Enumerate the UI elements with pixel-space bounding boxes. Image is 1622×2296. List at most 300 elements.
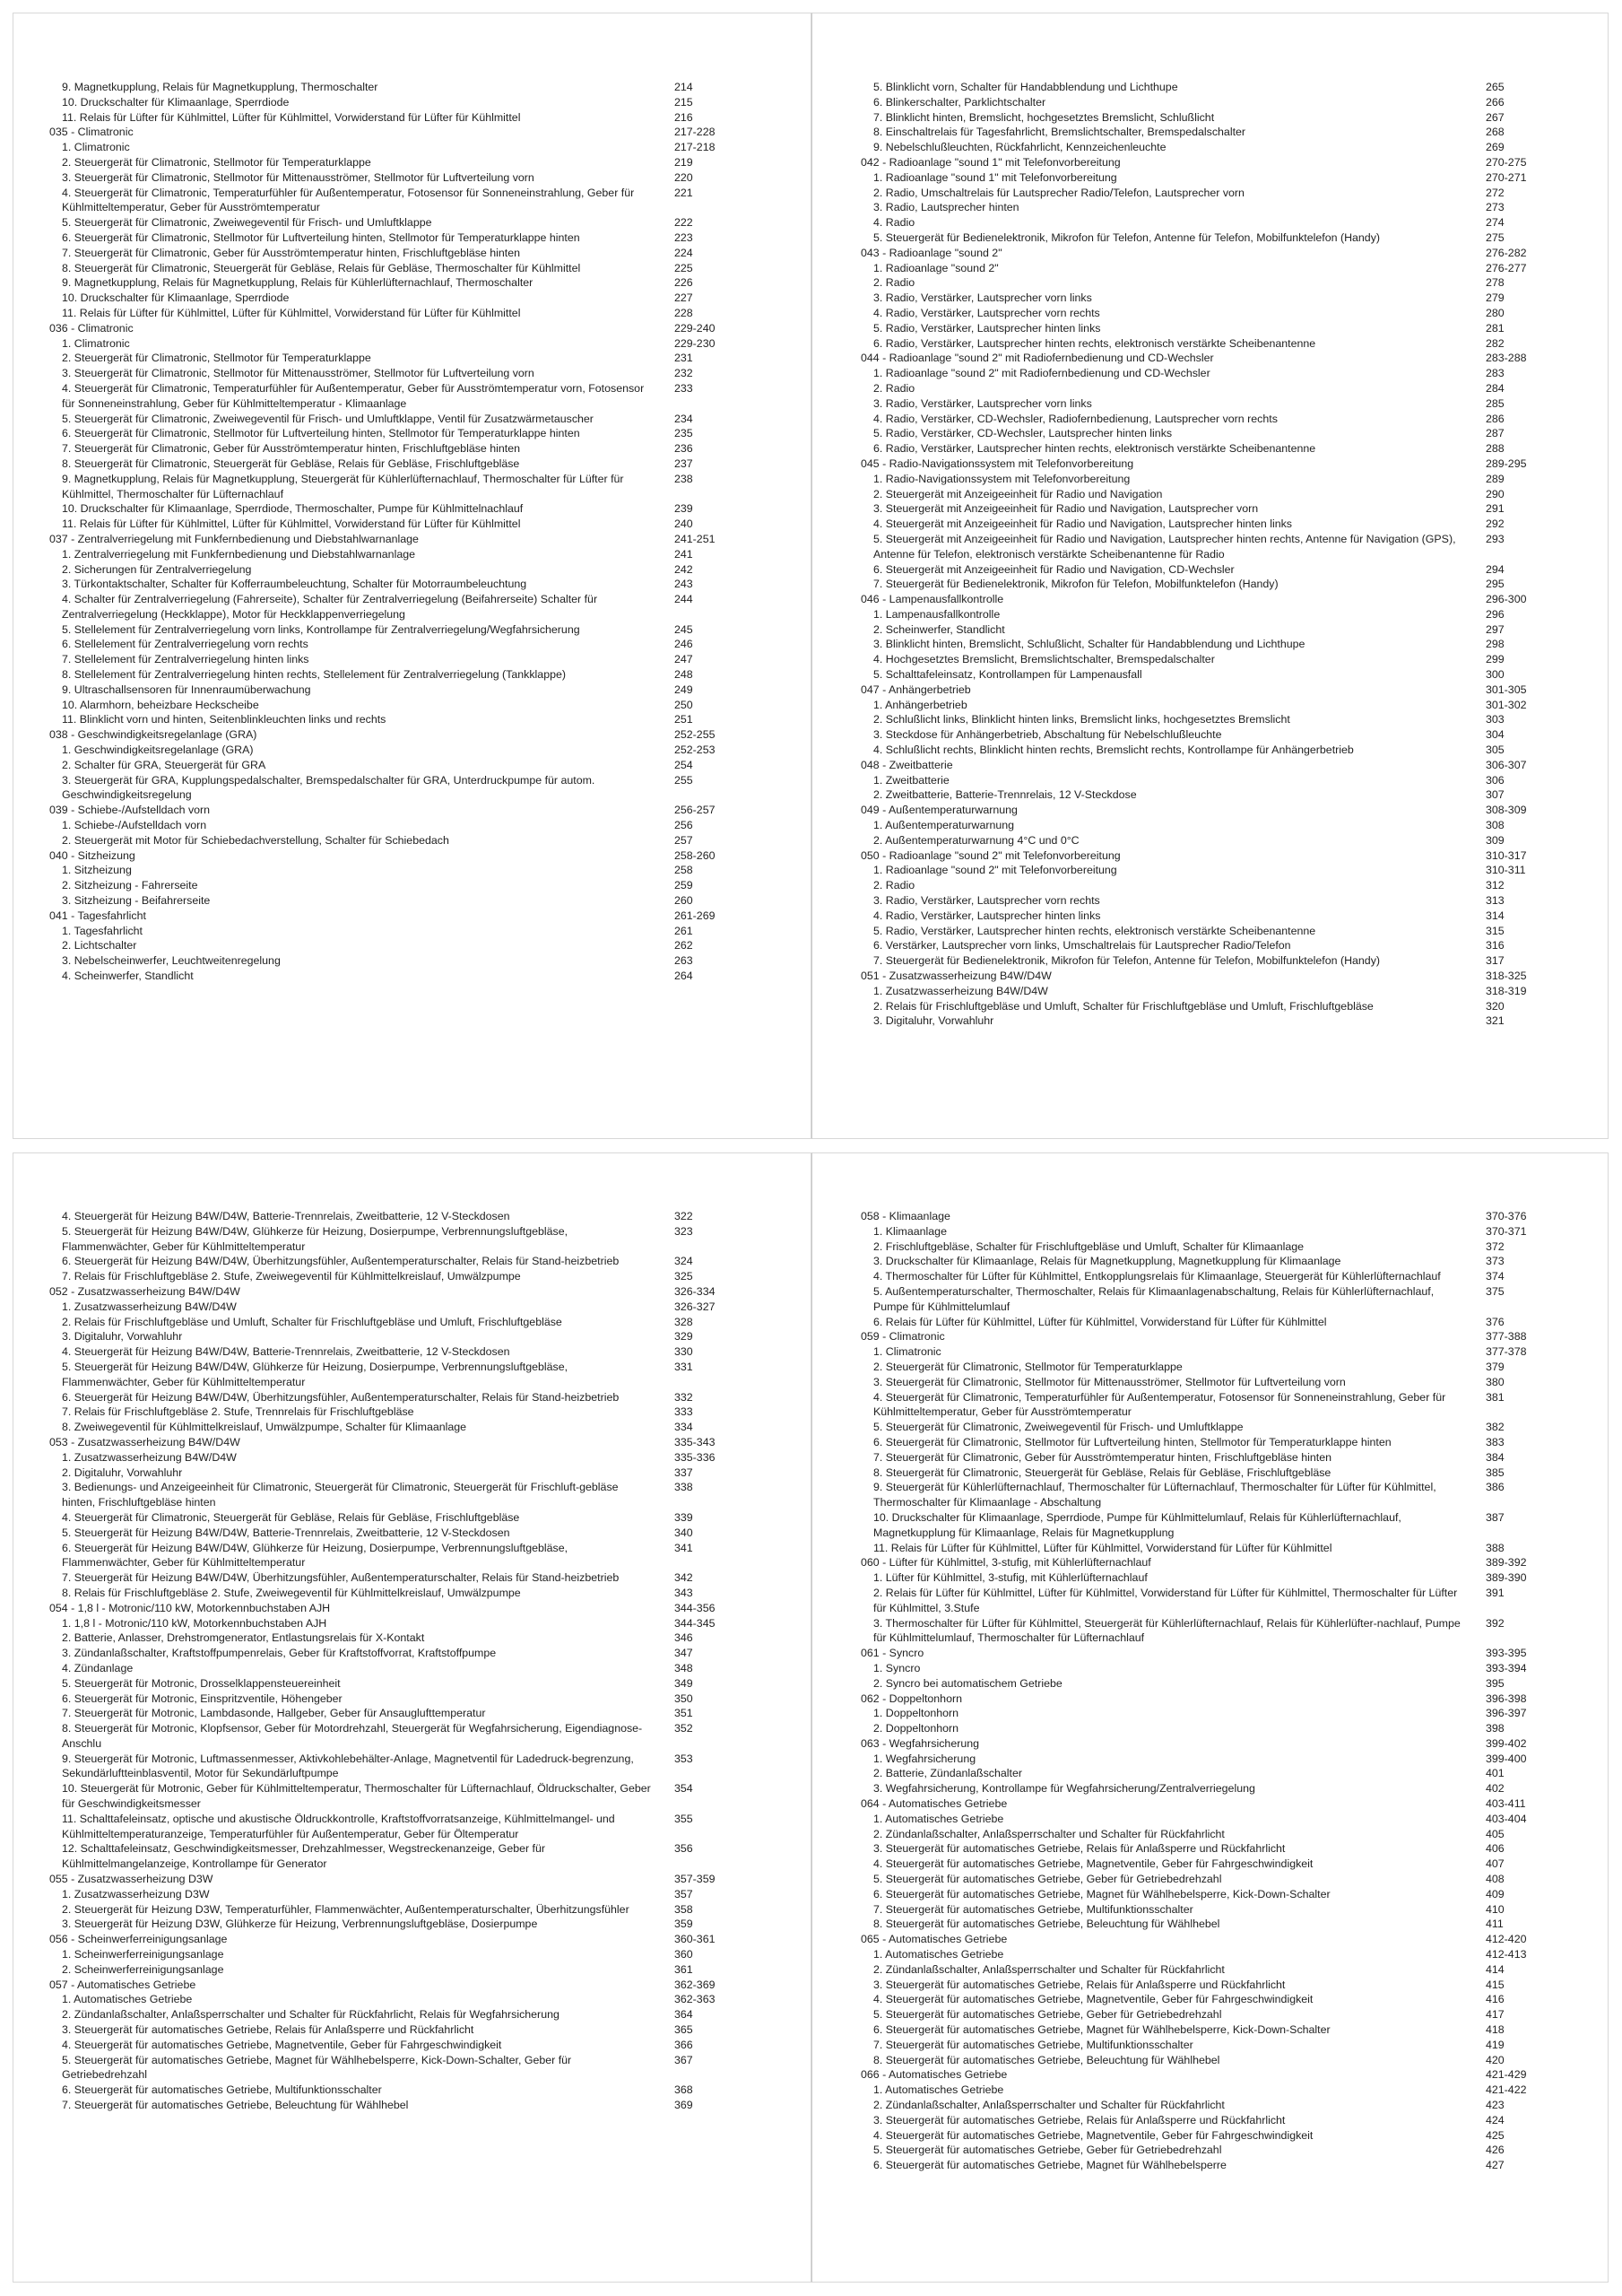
toc-entry-page-number: 333 <box>674 1405 693 1419</box>
toc-entry <box>49 1962 758 1978</box>
toc-entry-page-number: 339 <box>674 1510 693 1524</box>
toc-section-heading <box>49 1932 758 1947</box>
toc-entry <box>861 562 1569 578</box>
toc-entry-page-number: 315 <box>1486 924 1505 937</box>
toc-entry-title: 4. Scheinwerfer, Standlicht <box>62 970 194 983</box>
toc-entry-page-number: 325 <box>674 1270 693 1283</box>
toc-entry-page-number: 264 <box>674 970 693 983</box>
toc-entry-page-number: 301-305 <box>1486 683 1527 696</box>
toc-entry-page-number: 367 <box>674 2053 693 2066</box>
toc-entry-page-number: 331 <box>674 1360 693 1373</box>
toc-entry-title: 2. Batterie, Zündanlaßschalter <box>873 1767 1022 1780</box>
toc-entry <box>861 1992 1569 2007</box>
toc-entry-title: 3. Radio, Verstärker, Lautsprecher vorn links <box>873 396 1092 410</box>
toc-entry <box>49 863 758 878</box>
toc-entry-page-number: 338 <box>674 1481 693 1494</box>
toc-entry-page-number: 287 <box>1486 427 1505 440</box>
toc-entry-page-number: 369 <box>674 2099 693 2112</box>
toc-entry-page-number: 289 <box>1486 472 1505 485</box>
toc-entry <box>861 291 1569 306</box>
toc-entry-title: 3. Steuergerät für automatisches Getriebe, Relais für Anlaßsperre und Rückfahrlicht <box>873 2113 1286 2126</box>
toc-entry-page-number: 401 <box>1486 1767 1505 1780</box>
document-page-bottom-right <box>811 1152 1609 2283</box>
toc-entry-page-number: 239 <box>674 502 693 516</box>
toc-entry-page-number: 223 <box>674 230 693 244</box>
toc-entry-title: 4. Steuergerät für Climatronic, Temperaturfühler für Außentemperatur, Geber für Ausströmtemperatur vorn, Fotosensor für Sonneneinstrahlung, Geber für Kühlmitteltemperatur - Klimaanlage <box>62 381 645 410</box>
toc-entry <box>861 1269 1569 1284</box>
toc-entry-page-number: 385 <box>1486 1465 1505 1479</box>
toc-entry <box>861 275 1569 291</box>
toc-entry <box>49 683 758 698</box>
toc-entry-title: 10. Alarmhorn, beheizbare Heckscheibe <box>62 698 259 711</box>
toc-entry-page-number: 233 <box>674 381 693 395</box>
toc-entry-title: 6. Blinkerschalter, Parklichtschalter <box>873 95 1046 109</box>
toc-entry <box>49 622 758 638</box>
toc-entry <box>861 1661 1569 1676</box>
toc-entry-title: 5. Steuergerät für Climatronic, Zweiwegeventil für Frisch- und Umluftklappe, Ventil für Zusatzwärmetauscher <box>62 412 594 425</box>
toc-entry-page-number: 224 <box>674 246 693 259</box>
toc-entry-page-number: 326-327 <box>674 1300 716 1313</box>
toc-entry-page-number: 216 <box>674 110 693 124</box>
toc-entry-title: 9. Steuergerät für Motronic, Luftmassenmesser, Aktivkohlebehälter-Anlage, Magnetventil für Ladedruck-begrenzung, Sekundärluftteinblasventil, Motor für Sekundärluftpumpe <box>62 1752 634 1780</box>
toc-section-heading <box>49 803 758 818</box>
toc-entry-page-number: 284 <box>1486 381 1505 395</box>
toc-section-heading <box>49 727 758 743</box>
toc-entry <box>861 1721 1569 1736</box>
toc-entry <box>861 878 1569 893</box>
toc-entry <box>49 1646 758 1661</box>
toc-entry-title: 5. Radio, Verstärker, CD-Wechsler, Lautsprecher hinten links <box>873 427 1173 440</box>
toc-entry-title: 4. Steuergerät für Heizung B4W/D4W, Batterie-Trennrelais, Zweitbatterie, 12 V-Steckdosen <box>62 1210 510 1222</box>
toc-entry-page-number: 405 <box>1486 1827 1505 1840</box>
toc-entry-page-number: 289-295 <box>1486 457 1527 470</box>
toc-entry <box>861 2113 1569 2128</box>
toc-entry-page-number: 396-397 <box>1486 1707 1527 1720</box>
toc-entry-page-number: 399-402 <box>1486 1736 1527 1750</box>
toc-entry-page-number: 416 <box>1486 1993 1505 2006</box>
toc-entry-title: 4. Steuergerät für Heizung B4W/D4W, Batterie-Trennrelais, Zweitbatterie, 12 V-Steckdosen <box>62 1345 510 1359</box>
toc-entry-title: 3. Steuergerät für Climatronic, Stellmotor für Mittenausströmer, Stellmotor für Luftverteilung vorn <box>873 1375 1346 1388</box>
toc-list <box>861 1209 1569 2261</box>
toc-entry <box>861 170 1569 186</box>
toc-section-heading <box>49 125 758 140</box>
toc-entry-title: 8. Zweiwegeventil für Kühlmittelkreislauf, Umwälzpumpe, Schalter für Klimaanlage <box>62 1421 467 1434</box>
toc-entry-title: 1. Zusatzwasserheizung B4W/D4W <box>62 1300 237 1313</box>
toc-entry-title: 7. Stellelement für Zentralverriegelung hinten links <box>62 653 309 666</box>
toc-entry-title: 066 - Automatisches Getriebe <box>861 2068 1008 2082</box>
toc-entry-title: 11. Relais für Lüfter für Kühlmittel, Lüfter für Kühlmittel, Vorwiderstand für Lüfter für Kühlmittel <box>873 1541 1332 1554</box>
toc-entry-page-number: 380 <box>1486 1375 1505 1388</box>
toc-entry-title: 5. Steuergerät für Motronic, Drosselklappensteuereinheit <box>62 1676 341 1690</box>
toc-entry <box>49 652 758 667</box>
toc-entry-title: 2. Zündanlaßschalter, Anlaßsperrschalter und Schalter für Rückfahrlicht <box>873 2099 1225 2112</box>
toc-entry <box>861 1586 1569 1616</box>
toc-entry-title: 4. Thermoschalter für Lüfter für Kühlmittel, Entkopplungsrelais für Klimaanlage, Steuergerät für Kühlerlüfternachlauf <box>873 1270 1441 1283</box>
toc-entry-page-number: 360 <box>674 1948 693 1961</box>
toc-entry <box>49 1209 758 1224</box>
toc-entry-title: 6. Relais für Lüfter für Kühlmittel, Lüfter für Kühlmittel, Vorwiderstand für Lüfter für Kühlmittel <box>873 1315 1327 1328</box>
toc-entry <box>861 532 1569 562</box>
toc-entry-page-number: 222 <box>674 216 693 230</box>
toc-entry <box>861 938 1569 953</box>
toc-entry-page-number: 421-422 <box>1486 2083 1527 2097</box>
toc-entry-page-number: 408 <box>1486 1873 1505 1886</box>
toc-entry <box>49 577 758 592</box>
toc-entry-title: 052 - Zusatzwasserheizung B4W/D4W <box>49 1284 240 1298</box>
toc-entry-title: 038 - Geschwindigkeitsregelanlage (GRA) <box>49 728 257 742</box>
toc-entry-title: 1. Klimaanlage <box>873 1224 947 1238</box>
toc-entry-page-number: 258 <box>674 864 693 877</box>
toc-entry <box>49 833 758 848</box>
toc-entry-page-number: 361 <box>674 1962 693 1976</box>
toc-entry <box>861 667 1569 683</box>
toc-entry <box>49 1405 758 1420</box>
toc-entry-page-number: 305 <box>1486 744 1505 757</box>
toc-entry-page-number: 395 <box>1486 1676 1505 1690</box>
toc-entry-page-number: 349 <box>674 1676 693 1690</box>
toc-entry <box>49 1465 758 1481</box>
toc-entry-page-number: 310-317 <box>1486 848 1527 862</box>
toc-entry-page-number: 298 <box>1486 638 1505 651</box>
toc-section-heading <box>861 1329 1569 1344</box>
toc-entry <box>49 381 758 412</box>
toc-entry-title: 7. Steuergerät für Bedienelektronik, Mikrofon für Telefon, Mobilfunktelefon (Handy) <box>873 578 1279 591</box>
toc-entry-title: 2. Sicherungen für Zentralverriegelung <box>62 562 252 576</box>
toc-entry-page-number: 246 <box>674 638 693 651</box>
toc-entry-title: 050 - Radioanlage "sound 2" mit Telefonvorbereitung <box>861 848 1121 862</box>
toc-entry-title: 8. Steuergerät für automatisches Getriebe, Beleuchtung für Wählhebel <box>873 2053 1220 2066</box>
toc-entry-page-number: 417 <box>1486 2008 1505 2022</box>
toc-entry-title: 3. Steuergerät für automatisches Getriebe, Relais für Anlaßsperre und Rückfahrlicht <box>873 1842 1286 1856</box>
toc-section-heading <box>861 803 1569 818</box>
toc-entry-title: 4. Steuergerät für automatisches Getriebe, Magnetventile, Geber für Fahrgeschwindigkeit <box>873 1857 1314 1871</box>
toc-entry-page-number: 393-395 <box>1486 1647 1527 1660</box>
toc-entry-title: 10. Steuergerät für Motronic, Geber für Kühlmitteltemperatur, Thermoschalter für Lüfternachlauf, Öldruckschalter, Geber für Geschwindigkeitsmesser <box>62 1782 651 1811</box>
toc-entry <box>861 712 1569 727</box>
toc-entry-title: 11. Relais für Lüfter für Kühlmittel, Lüfter für Kühlmittel, Vorwiderstand für Lüfter für Kühlmittel <box>62 110 521 124</box>
toc-entry-title: 2. Zündanlaßschalter, Anlaßsperrschalter und Schalter für Rückfahrlicht <box>873 1827 1225 1840</box>
toc-entry-page-number: 420 <box>1486 2053 1505 2066</box>
toc-entry-page-number: 283 <box>1486 367 1505 380</box>
toc-entry-page-number: 255 <box>674 773 693 787</box>
toc-entry-title: 2. Radio, Umschaltrelais für Lautsprecher Radio/Telefon, Lautsprecher vorn <box>873 186 1245 199</box>
toc-entry-title: 5. Steuergerät mit Anzeigeeinheit für Radio und Navigation, Lautsprecher hinten rechts, Antenne für Navigation (GPS), Antenne für Telefon, elektronisch verstärkte Scheibenantenne für Radio <box>873 532 1456 561</box>
toc-entry <box>861 215 1569 230</box>
toc-entry-title: 1. Radioanlage "sound 2" <box>873 261 999 274</box>
toc-entry-title: 8. Steuergerät für Climatronic, Steuergerät für Gebläse, Relais für Gebläse, Thermoschalter für Kühlmittel <box>62 261 581 274</box>
toc-entry-page-number: 278 <box>1486 276 1505 290</box>
toc-entry-page-number: 425 <box>1486 2128 1505 2142</box>
toc-entry <box>861 1450 1569 1465</box>
toc-entry-title: 6. Steuergerät für Motronic, Einspritzventile, Höhengeber <box>62 1692 343 1705</box>
toc-entry <box>49 1917 758 1932</box>
toc-entry <box>861 622 1569 638</box>
toc-entry-page-number: 296 <box>1486 607 1505 621</box>
toc-entry-page-number: 409 <box>1486 1887 1505 1900</box>
toc-entry-title: 2. Zündanlaßschalter, Anlaßsperrschalter und Schalter für Rückfahrlicht, Relais für Wegfahrsicherung <box>62 2008 559 2022</box>
toc-entry-page-number: 351 <box>674 1707 693 1720</box>
toc-entry <box>49 517 758 532</box>
toc-entry-page-number: 316 <box>1486 939 1505 952</box>
toc-entry-title: 1. Lüfter für Kühlmittel, 3-stufig, mit Kühlerlüfternachlauf <box>873 1571 1148 1585</box>
toc-entry-title: 036 - Climatronic <box>49 321 134 335</box>
toc-entry-page-number: 423 <box>1486 2099 1505 2112</box>
toc-entry <box>861 1315 1569 1330</box>
toc-entry-title: 4. Zündanlage <box>62 1661 134 1674</box>
toc-entry-title: 10. Druckschalter für Klimaanlage, Sperrdiode, Thermoschalter, Pumpe für Kühlmittelnachlauf <box>62 502 524 516</box>
toc-entry-page-number: 347 <box>674 1647 693 1660</box>
toc-entry-page-number: 370-371 <box>1486 1224 1527 1238</box>
toc-entry-title: 1. Zweitbatterie <box>873 773 950 787</box>
toc-entry <box>861 321 1569 336</box>
toc-entry-title: 5. Steuergerät für automatisches Getriebe, Geber für Getriebedrehzahl <box>873 2008 1222 2022</box>
toc-entry-page-number: 275 <box>1486 230 1505 244</box>
toc-entry-title: 055 - Zusatzwasserheizung D3W <box>49 1873 213 1886</box>
toc-entry-page-number: 362-369 <box>674 1978 716 1991</box>
toc-entry-page-number: 294 <box>1486 562 1505 576</box>
toc-entry-page-number: 418 <box>1486 2023 1505 2037</box>
toc-entry-page-number: 259 <box>674 879 693 892</box>
toc-entry-title: 2. Schalter für GRA, Steuergerät für GRA <box>62 758 266 771</box>
toc-section-heading <box>49 909 758 924</box>
toc-entry-title: 4. Steuergerät für automatisches Getriebe, Magnetventile, Geber für Fahrgeschwindigkeit <box>873 1993 1314 2006</box>
toc-entry <box>49 1992 758 2007</box>
toc-entry-title: 1. Zentralverriegelung mit Funkfernbedienung und Diebstahlwarnanlage <box>62 547 415 561</box>
toc-entry <box>49 1541 758 1571</box>
toc-entry-title: 048 - Zweitbatterie <box>861 758 953 771</box>
toc-entry-title: 1. Automatisches Getriebe <box>873 1948 1004 1961</box>
toc-entry-title: 2. Scheinwerferreinigungsanlage <box>62 1962 224 1976</box>
toc-entry <box>861 487 1569 502</box>
toc-entry-title: 7. Blinklicht hinten, Bremslicht, hochgesetztes Bremslicht, Schlußlicht <box>873 110 1215 124</box>
toc-entry-title: 4. Steuergerät für automatisches Getriebe, Magnetventile, Geber für Fahrgeschwindigkeit <box>62 2038 502 2051</box>
toc-entry-page-number: 288 <box>1486 442 1505 456</box>
toc-entry-title: 10. Druckschalter für Klimaanlage, Sperrdiode <box>62 95 290 109</box>
toc-section-heading <box>861 848 1569 864</box>
toc-entry-page-number: 421-429 <box>1486 2068 1527 2082</box>
toc-entry-title: 037 - Zentralverriegelung mit Funkfernbedienung und Diebstahlwarnanlage <box>49 532 419 545</box>
toc-entry-page-number: 403-404 <box>1486 1812 1527 1825</box>
toc-entry-title: 6. Steuergerät für Climatronic, Stellmotor für Luftverteilung hinten, Stellmotor für Temperaturklappe hinten <box>873 1435 1392 1448</box>
toc-entry <box>49 1254 758 1269</box>
toc-entry-title: 061 - Syncro <box>861 1647 924 1660</box>
toc-entry-title: 051 - Zusatzwasserheizung B4W/D4W <box>861 970 1052 983</box>
toc-entry-title: 11. Schalttafeleinsatz, optische und akustische Öldruckkontrolle, Kraftstoffvorratsanzeige, Kühlmittelmangel- und Kühlmitteltemperaturanzeige, Temperaturfühler für Außentemperatur, Geber für Öltemperatur <box>62 1812 615 1840</box>
toc-entry-page-number: 398 <box>1486 1722 1505 1735</box>
toc-section-heading <box>49 321 758 336</box>
toc-entry-page-number: 272 <box>1486 186 1505 199</box>
toc-entry-title: 063 - Wegfahrsicherung <box>861 1736 980 1750</box>
toc-entry-title: 6. Radio, Verstärker, Lautsprecher hinten rechts, elektronisch verstärkte Scheibenantenne <box>873 442 1316 456</box>
toc-entry <box>861 1781 1569 1796</box>
toc-entry-page-number: 362-363 <box>674 1993 716 2006</box>
toc-entry <box>49 1661 758 1676</box>
toc-entry-page-number: 241 <box>674 547 693 561</box>
toc-entry <box>861 577 1569 592</box>
toc-entry-title: 2. Außentemperaturwarnung 4°C und 0°C <box>873 833 1080 847</box>
toc-entry <box>861 1857 1569 1872</box>
toc-entry-title: 1. Radioanlage "sound 1" mit Telefonvorbereitung <box>873 170 1117 184</box>
toc-entry-title: 5. Steuergerät für Heizung B4W/D4W, Glühkerze für Heizung, Dosierpumpe, Verbrennungsluftgebläse, Flammenwächter, Geber für Kühlmitteltemperatur <box>62 1224 568 1253</box>
toc-entry-page-number: 356 <box>674 1842 693 1856</box>
toc-entry <box>49 80 758 95</box>
toc-entry <box>861 2053 1569 2068</box>
toc-entry <box>49 1676 758 1692</box>
document-page-top-left <box>13 13 811 1139</box>
toc-entry-page-number: 236 <box>674 442 693 456</box>
toc-entry-page-number: 251 <box>674 713 693 726</box>
toc-entry <box>861 1706 1569 1721</box>
toc-entry-title: 1. Wegfahrsicherung <box>873 1752 976 1765</box>
toc-entry <box>861 412 1569 427</box>
toc-entry-title: 2. Steuergerät für Climatronic, Stellmotor für Temperaturklappe <box>62 155 371 169</box>
toc-entry <box>861 924 1569 939</box>
toc-entry <box>49 637 758 652</box>
toc-entry-title: 3. Radio, Verstärker, Lautsprecher vorn links <box>873 291 1092 305</box>
toc-entry <box>49 351 758 366</box>
toc-entry <box>49 170 758 186</box>
toc-entry-title: 4. Radio, Verstärker, Lautsprecher vorn rechts <box>873 306 1100 319</box>
toc-entry <box>49 441 758 457</box>
toc-entry-page-number: 411 <box>1486 1918 1504 1931</box>
toc-entry-page-number: 283-288 <box>1486 352 1527 365</box>
toc-entry-page-number: 407 <box>1486 1857 1505 1871</box>
toc-entry-title: 1. 1,8 l - Motronic/110 kW, Motorkennbuchstaben AJH <box>62 1616 327 1630</box>
toc-entry-title: 5. Steuergerät für automatisches Getriebe, Magnet für Wählhebelsperre, Kick-Down-Schalter, Geber für Getriebedrehzahl <box>62 2053 572 2082</box>
toc-entry-title: 1. Lampenausfallkontrolle <box>873 607 1001 621</box>
toc-entry-page-number: 377-388 <box>1486 1330 1527 1344</box>
document-page-bottom-left <box>13 1152 811 2283</box>
toc-entry-page-number: 335-343 <box>674 1435 716 1448</box>
toc-entry-page-number: 261-269 <box>674 909 716 922</box>
toc-entry-title: 7. Steuergerät für automatisches Getriebe, Multifunktionsschalter <box>873 1902 1193 1916</box>
toc-entry-page-number: 389-390 <box>1486 1571 1527 1585</box>
toc-entry-page-number: 261 <box>674 924 693 937</box>
toc-entry <box>861 200 1569 215</box>
toc-entry <box>49 1887 758 1902</box>
toc-entry-page-number: 424 <box>1486 2113 1505 2126</box>
toc-entry-page-number: 227 <box>674 291 693 305</box>
toc-entry-page-number: 301-302 <box>1486 698 1527 711</box>
toc-entry-title: 6. Steuergerät für Heizung B4W/D4W, Überhitzungsfühler, Außentemperaturschalter, Relais für Stand-heizbetrieb <box>62 1390 620 1404</box>
toc-entry-title: 2. Steuergerät mit Anzeigeeinheit für Radio und Navigation <box>873 487 1163 500</box>
toc-entry <box>861 80 1569 95</box>
toc-entry-title: 3. Wegfahrsicherung, Kontrollampe für Wegfahrsicherung/Zentralverriegelung <box>873 1782 1255 1796</box>
toc-entry-title: 5. Schalttafeleinsatz, Kontrollampen für Lampenausfall <box>873 668 1142 682</box>
toc-entry-page-number: 303 <box>1486 713 1505 726</box>
toc-entry-page-number: 389-392 <box>1486 1556 1527 1570</box>
toc-entry <box>861 1541 1569 1556</box>
toc-entry <box>861 1360 1569 1375</box>
toc-entry-page-number: 244 <box>674 593 693 606</box>
toc-entry-page-number: 313 <box>1486 894 1505 908</box>
toc-entry-page-number: 293 <box>1486 532 1505 545</box>
toc-entry-page-number: 252-253 <box>674 744 716 757</box>
toc-entry-page-number: 344-356 <box>674 1601 716 1614</box>
toc-entry-title: 2. Zündanlaßschalter, Anlaßsperrschalter und Schalter für Rückfahrlicht <box>873 1962 1225 1976</box>
toc-entry <box>49 457 758 472</box>
toc-entry-title: 5. Stellelement für Zentralverriegelung vorn links, Kontrollampe für Zentralverriegelung/Wegfahrsicherung <box>62 622 580 636</box>
toc-entry-page-number: 214 <box>674 81 693 93</box>
toc-entry <box>861 441 1569 457</box>
toc-entry-page-number: 270-275 <box>1486 155 1527 169</box>
toc-entry-page-number: 324 <box>674 1255 693 1268</box>
toc-entry-page-number: 402 <box>1486 1782 1505 1796</box>
toc-entry-page-number: 306-307 <box>1486 758 1527 771</box>
toc-entry <box>49 743 758 758</box>
toc-entry-title: 1. Anhängerbetrieb <box>873 698 967 711</box>
toc-entry-title: 2. Relais für Lüfter für Kühlmittel, Lüfter für Kühlmittel, Vorwiderstand für Lüfter für Kühlmittel, Thermoschalter für Lüfter für Kühlmittel, 3.Stufe <box>873 1586 1458 1614</box>
toc-entry-title: 11. Relais für Lüfter für Kühlmittel, Lüfter für Kühlmittel, Vorwiderstand für Lüfter für Kühlmittel <box>62 517 521 531</box>
toc-entry-page-number: 419 <box>1486 2038 1505 2051</box>
toc-entry-title: 8. Steuergerät für Climatronic, Steuergerät für Gebläse, Relais für Gebläse, Frischluftgebläse <box>873 1465 1331 1479</box>
toc-entry-title: 1. Außentemperaturwarnung <box>873 819 1015 832</box>
toc-entry-page-number: 307 <box>1486 788 1505 802</box>
toc-entry <box>49 215 758 230</box>
toc-entry-page-number: 248 <box>674 668 693 682</box>
toc-entry-page-number: 412-420 <box>1486 1933 1527 1946</box>
toc-entry <box>861 1752 1569 1767</box>
toc-entry-page-number: 265 <box>1486 81 1505 93</box>
toc-entry-page-number: 384 <box>1486 1450 1505 1464</box>
toc-entry <box>49 1420 758 1435</box>
toc-entry-title: 1. Radioanlage "sound 2" mit Telefonvorbereitung <box>873 864 1117 877</box>
toc-entry-title: 1. Climatronic <box>62 336 130 350</box>
toc-entry <box>49 1721 758 1752</box>
toc-entry-page-number: 281 <box>1486 321 1505 335</box>
toc-entry-page-number: 318-319 <box>1486 984 1527 997</box>
toc-entry <box>49 110 758 126</box>
toc-entry <box>861 1435 1569 1450</box>
toc-entry <box>861 110 1569 126</box>
toc-entry-title: 3. Steuergerät für Climatronic, Stellmotor für Mittenausströmer, Stellmotor für Luftverteilung vorn <box>62 367 534 380</box>
toc-entry <box>861 306 1569 321</box>
toc-entry <box>49 1315 758 1330</box>
toc-entry <box>49 186 758 216</box>
toc-entry <box>861 893 1569 909</box>
toc-entry-title: 1. Schiebe-/Aufstelldach vorn <box>62 819 207 832</box>
toc-entry-page-number: 354 <box>674 1782 693 1796</box>
toc-entry-title: 1. Automatisches Getriebe <box>62 1993 193 2006</box>
toc-entry-title: 3. Blinklicht hinten, Bremslicht, Schlußlicht, Schalter für Handabblendung und Lichthupe <box>873 638 1305 651</box>
toc-entry-page-number: 220 <box>674 170 693 184</box>
toc-entry-title: 5. Steuergerät für Climatronic, Zweiwegeventil für Frisch- und Umluftklappe <box>873 1421 1244 1434</box>
toc-entry <box>861 186 1569 201</box>
toc-entry-title: 8. Stellelement für Zentralverriegelung hinten rechts, Stellelement für Zentralverriegelung (Tankklappe) <box>62 668 566 682</box>
toc-entry-title: 5. Steuergerät für Heizung B4W/D4W, Glühkerze für Heizung, Dosierpumpe, Verbrennungsluftgebläse, Flammenwächter, Geber für Kühlmitteltemperatur <box>62 1360 568 1388</box>
toc-entry <box>861 773 1569 788</box>
toc-entry-title: 3. Radio, Verstärker, Lautsprecher vorn rechts <box>873 894 1100 908</box>
toc-entry-page-number: 353 <box>674 1752 693 1765</box>
toc-entry-title: 4. Steuergerät für Climatronic, Temperaturfühler für Außentemperatur, Fotosensor für Sonneneinstrahlung, Geber für Kühlmitteltemperatur, Geber für Ausströmtemperatur <box>62 186 635 214</box>
toc-entry-page-number: 267 <box>1486 110 1505 124</box>
toc-entry-page-number: 323 <box>674 1224 693 1238</box>
toc-entry <box>861 727 1569 743</box>
toc-entry <box>861 1766 1569 1781</box>
toc-entry-page-number: 360-361 <box>674 1933 716 1946</box>
toc-entry-title: 3. Steuergerät für GRA, Kupplungspedalschalter, Bremspedalschalter für GRA, Unterdruckpumpe für autom. Geschwindigkeitsregelung <box>62 773 595 802</box>
toc-entry-page-number: 232 <box>674 367 693 380</box>
toc-entry <box>861 2007 1569 2022</box>
toc-section-heading <box>49 1872 758 1887</box>
toc-entry-page-number: 352 <box>674 1722 693 1735</box>
toc-entry-page-number: 243 <box>674 578 693 591</box>
toc-section-heading <box>861 758 1569 773</box>
toc-entry-page-number: 276-277 <box>1486 261 1527 274</box>
toc-entry-title: 045 - Radio-Navigationssystem mit Telefonvorbereitung <box>861 457 1134 470</box>
toc-entry-title: 2. Schlußlicht links, Blinklicht hinten links, Bremslicht links, hochgesetztes Bremslicht <box>873 713 1290 726</box>
toc-entry <box>861 999 1569 1014</box>
